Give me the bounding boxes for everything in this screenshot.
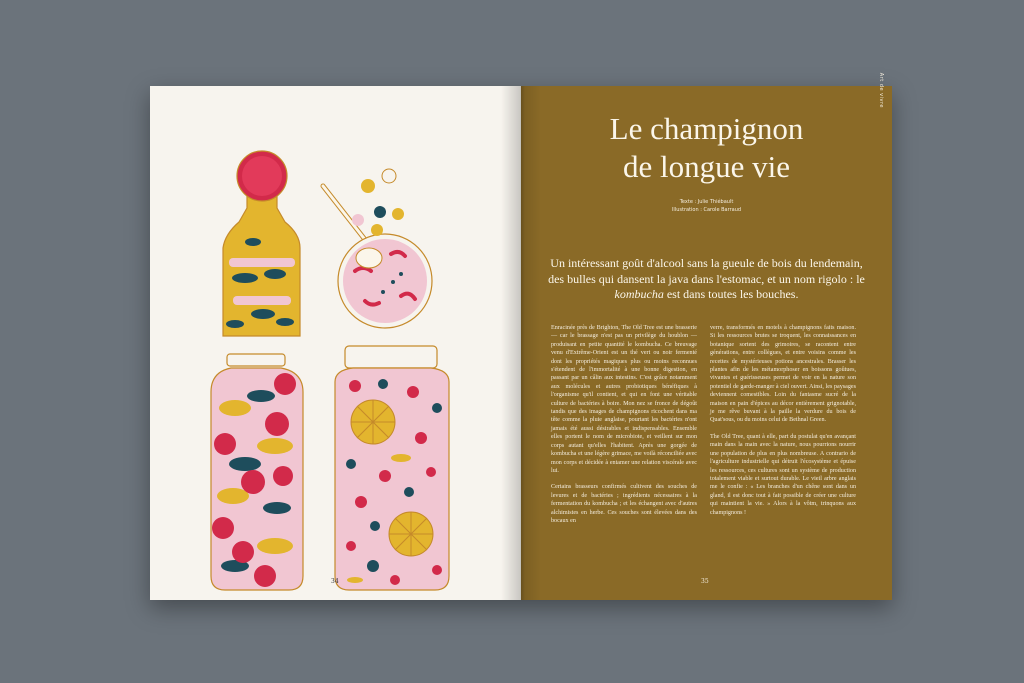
page-number-left: 34 [331, 578, 339, 585]
left-page [150, 86, 521, 600]
col1-paragraph-1: Enracinée près de Brighton, The Old Tree est une brasserie — car le brassage n'est pas un privilège du houblon — produisant en petite quantité le kombucha. Ce breuvage venu d'Extrême-Orient est un thé vert ou noir fermenté dont les propriétés magiques plus ou moins reconnues s'étendent de l'immortalité à une bonne digestion, en passant par un câlin aux intestins. C'est grâce notamment aux molécules et autres probiotiques bénéfiques à l'organisme qu'il contient, et qui en font une véritable culture de bactéries à boire. Mon nez se fronce de dégoût tandis que des images de champignons ricochent dans ma tête comme la pluie anglaise, pourtant les bactéries n'ont jamais été aussi désirables et indispensables. Ensemble elles portent le nom de microbiote, et veillent sur mon corps autant qu'elles l'habitent. Après une gorgée de kombucha et une légère grimace, me voilà réconciliée avec mon corps et décidée à entamer une relation viscérale avec lui. [551, 325, 697, 474]
article-credits [541, 198, 872, 214]
col1-paragraph-2: Certains brasseurs confirmés cultivent des souches de levures et de bactéries ; ingrédients nécessaires à la fermentation du kombucha ; et les échangent avec d'autres alchimistes en herbe. Ces souches sont élevées dans des bocaux en [551, 484, 697, 524]
col2-paragraph-1: verre, transformés en motels à champignons faits maison. Si les ressources brutes se troquent, les connaissances en botanique sortent des grimoires, se racontent entre générations, entre collègues, et entre voisins comme les recettes de mystérieuses potions ancestrales. Brasser les plantes afin de les métamorphoser en boissons goûtues, vivantes et guérisseuses permet de voir en la nature son potentiel de garde-manger à ciel ouvert. Ainsi, les paysages deviennent comestibles. Loin du fantasme sucré de la maison en pain d'épices au décor entièrement grignotable, je me rêve buvant à la paille la verdure du bois de Quat'sous, ou du moins celui de Bethnal Green. [710, 325, 856, 424]
lede-italic: kombucha [614, 287, 664, 301]
col2-paragraph-2: The Old Tree, quant à elle, part du postulat qu'en avançant main dans la main avec la nature, nous pourrions nourrir une population de plus en plus nombreuse. A contrario de l'agriculture industrielle qui détruit l'écosystème et épuise les ressources, ces cultures sont un système de production totalement viable et surtout durable. Le vieil arbre anglais me le confie : « Les branches d'un chêne sont dans un gland, il est donc tout à fait possible de créer une culture qui maintient la vie. » Alors à la vôtm, trinquons aux champignons ! [710, 433, 856, 516]
body-column-1 [551, 324, 697, 533]
right-page [521, 72, 892, 600]
lede-part-2: est dans toutes les bouches. [663, 287, 799, 301]
section-tab: Art de vivre [878, 72, 884, 108]
page-number-right: 35 [701, 578, 709, 585]
berries-illustration [352, 169, 404, 236]
bottle-illustration [223, 151, 300, 336]
title-line-2: de longue vie [622, 149, 790, 184]
article-title [541, 110, 872, 186]
jar-right-illustration [335, 346, 449, 590]
body-column-2 [710, 324, 856, 525]
title-line-1: Le champignon [609, 111, 804, 146]
kombucha-illustration [205, 146, 455, 592]
credit-illustration: Illustration : Carole Barraud [671, 207, 742, 213]
magazine-spread [150, 72, 892, 600]
article-lede [545, 256, 868, 303]
jar-left-illustration [211, 354, 303, 590]
credit-text: Texte : Julie Thiébault [679, 199, 734, 205]
lede-part-1: Un intéressant goût d'alcool sans la gueule de bois du lendemain, des bulles qui dansent la java dans l'estomac, et un nom rigolo : le [548, 256, 865, 286]
